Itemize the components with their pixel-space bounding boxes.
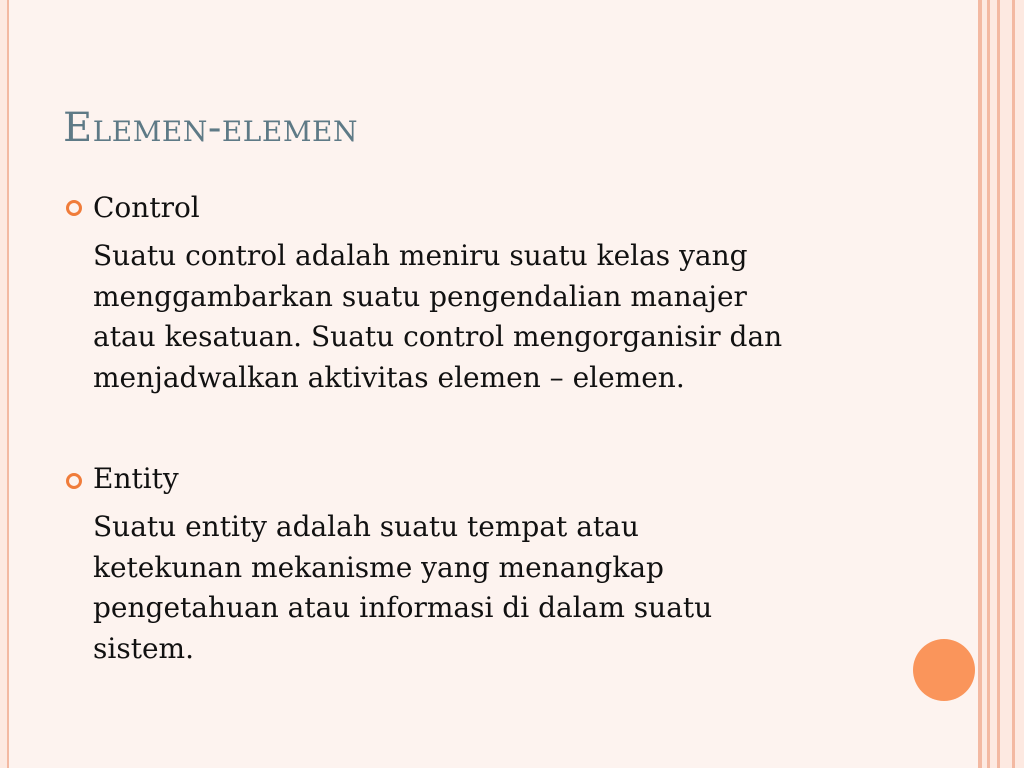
entity-description bbox=[93, 507, 712, 669]
right-stripe-decoration bbox=[1000, 0, 1012, 768]
bullet-heading-control: Control bbox=[93, 191, 200, 224]
description-line: atau kesatuan. Suatu control mengorganisir dan bbox=[93, 320, 783, 353]
right-stripe-decoration bbox=[1015, 0, 1024, 768]
bullet-ring-icon bbox=[66, 200, 82, 216]
bullet-heading-entity: Entity bbox=[93, 462, 179, 495]
description-line: Suatu control adalah meniru suatu kelas yang bbox=[93, 239, 748, 272]
control-description bbox=[93, 236, 782, 398]
description-line: sistem. bbox=[93, 631, 194, 665]
description-line: menjadwalkan aktivitas elemen – elemen. bbox=[93, 360, 685, 394]
description-line: menggambarkan suatu pengendalian manajer bbox=[93, 279, 747, 313]
right-stripe-decoration bbox=[990, 0, 997, 768]
orange-circle-decoration bbox=[913, 639, 975, 701]
left-border-decoration bbox=[0, 0, 9, 768]
bullet-ring-icon bbox=[66, 473, 82, 489]
description-line: ketekunan mekanisme yang menangkap bbox=[93, 550, 664, 584]
description-line: pengetahuan atau informasi di dalam suatu bbox=[93, 591, 713, 624]
description-line: Suatu entity adalah suatu tempat atau bbox=[93, 510, 639, 543]
slide-title: Elemen-elemen bbox=[63, 105, 358, 151]
